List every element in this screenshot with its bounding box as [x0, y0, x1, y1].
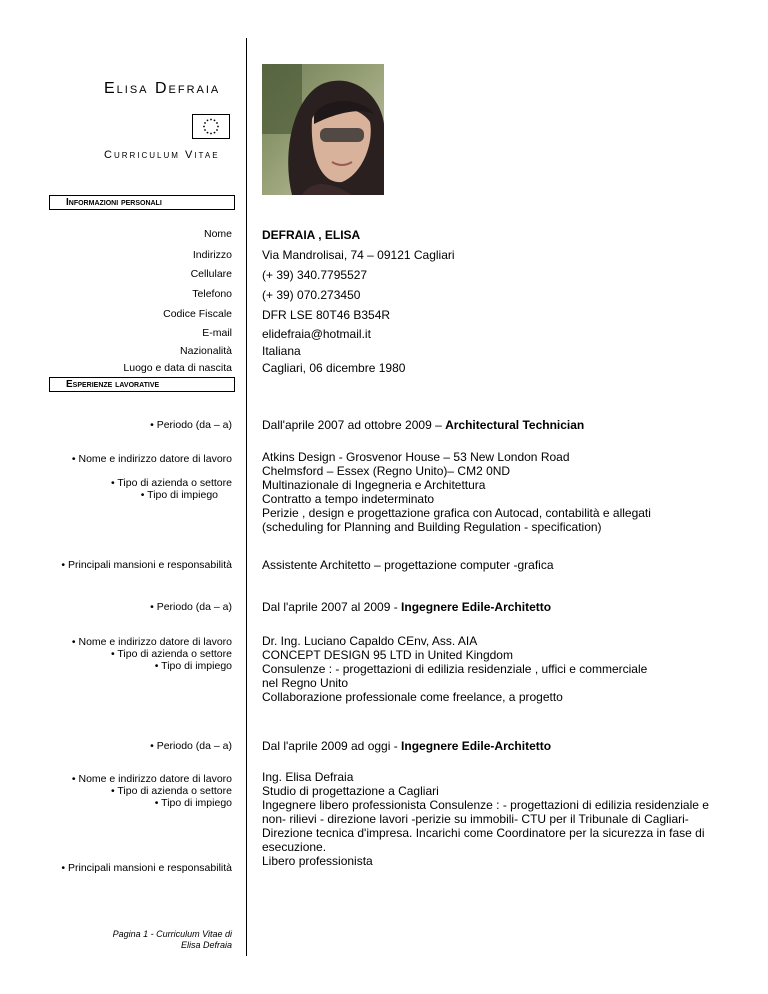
- label-cellulare: Cellulare: [190, 268, 232, 280]
- job2-detail-line: Collaborazione professionale come freelance, a progetto: [262, 690, 563, 704]
- job1-period-label: • Periodo (da – a): [150, 419, 232, 431]
- job2-details: [262, 634, 647, 704]
- job3-label-impiego: • Tipo di impiego: [154, 797, 232, 809]
- job1-detail-labels: [72, 453, 232, 501]
- job1-label-impiego: • Tipo di impiego: [140, 489, 218, 501]
- job2-label-azienda: • Tipo di azienda o settore: [110, 648, 232, 660]
- job2-period-label: • Periodo (da – a): [150, 601, 232, 613]
- profile-photo: [262, 64, 384, 195]
- label-indirizzo: Indirizzo: [192, 249, 232, 261]
- footer-line-2: Elisa Defraia: [180, 940, 232, 950]
- job3-detail-line: Direzione tecnica d'impresa. Incarichi come Coordinatore per la sicurezza in fase di: [262, 826, 705, 840]
- job3-period-label: • Periodo (da – a): [150, 740, 232, 752]
- value-cellulare: (+ 39) 340.7795527: [262, 268, 368, 282]
- job3-period-text: Dal l'aprile 2009 ad oggi -: [262, 739, 402, 753]
- section-header-personal: Informazioni personali: [49, 195, 235, 210]
- job1-duties: Assistente Architetto – progettazione computer -grafica: [262, 558, 554, 572]
- job1-label-spacer: [72, 465, 232, 477]
- job3-duties-label: • Principali mansioni e responsabilità: [61, 862, 232, 874]
- cv-name: Elisa Defraia: [104, 80, 221, 97]
- job2-detail-line: CONCEPT DESIGN 95 LTD in United Kingdom: [262, 648, 513, 662]
- page-footer: [113, 929, 232, 951]
- job2-detail-line: nel Regno Unito: [262, 676, 349, 690]
- job3-details: [262, 770, 709, 868]
- job3-detail-line: Ingegnere libero professionista Consulenze : - progettazioni di edilizia residenziale e: [262, 798, 709, 812]
- job1-label-azienda: • Tipo di azienda o settore: [110, 477, 232, 489]
- value-nascita: Cagliari, 06 dicembre 1980: [262, 361, 406, 375]
- job2-period: [262, 600, 551, 614]
- job3-role: Ingegnere Edile-Architetto: [401, 739, 552, 753]
- job3-label-azienda: • Tipo di azienda o settore: [110, 785, 232, 797]
- value-indirizzo: Via Mandrolisai, 74 – 09121 Cagliari: [262, 248, 455, 262]
- eu-flag-icon: [192, 114, 230, 139]
- job3-detail-line: non- rilievi - direzione lavori -perizie su immobili- CTU per il Tribunale di Cagliari-: [262, 812, 689, 826]
- label-nascita: Luogo e data di nascita: [123, 362, 232, 374]
- value-codice-fiscale: DFR LSE 80T46 B354R: [262, 308, 391, 322]
- job2-detail-line: Consulenze : - progettazioni di edilizia residenziale , uffici e commerciale: [262, 662, 648, 676]
- footer-line-1: Pagina 1 - Curriculum Vitae di: [112, 929, 232, 939]
- job2-period-text: Dal l'aprile 2007 al 2009 -: [262, 600, 402, 614]
- job1-detail-line: Contratto a tempo indeterminato: [262, 492, 435, 506]
- job1-detail-line: (scheduling for Planning and Building Regulation - specification): [262, 520, 602, 534]
- column-divider: [246, 38, 247, 956]
- job3-period: [262, 739, 551, 753]
- job1-period-text: Dall'aprile 2007 ad ottobre 2009 –: [262, 418, 446, 432]
- job2-detail-labels: [72, 636, 232, 672]
- job2-detail-line: Dr. Ing. Luciano Capaldo CEnv, Ass. AIA: [262, 634, 478, 648]
- job3-detail-line: Libero professionista: [262, 854, 373, 868]
- job2-label-impiego: • Tipo di impiego: [154, 660, 232, 672]
- job2-label-datore: • Nome e indirizzo datore di lavoro: [71, 636, 232, 648]
- label-email: E-mail: [202, 327, 232, 339]
- cv-subtitle: Curriculum Vitae: [104, 149, 220, 161]
- job1-detail-line: Atkins Design - Grosvenor House – 53 New London Road: [262, 450, 570, 464]
- job3-detail-line: Ing. Elisa Defraia: [262, 770, 354, 784]
- job1-label-datore: • Nome e indirizzo datore di lavoro: [71, 453, 232, 465]
- label-codice-fiscale: Codice Fiscale: [163, 308, 232, 320]
- value-nome: DEFRAIA , ELISA: [262, 228, 361, 242]
- label-telefono: Telefono: [192, 288, 232, 300]
- job1-detail-line: Chelmsford – Essex (Regno Unito)– CM2 0ND: [262, 464, 511, 478]
- job3-detail-line: Studio di progettazione a Cagliari: [262, 784, 439, 798]
- job3-label-datore: • Nome e indirizzo datore di lavoro: [71, 773, 232, 785]
- job1-detail-line: Perizie , design e progettazione grafica con Autocad, contabilità e allegati: [262, 506, 651, 520]
- value-email[interactable]: elidefraia@hotmail.it: [262, 327, 371, 341]
- job3-detail-labels: [72, 773, 232, 809]
- job1-details: [262, 450, 651, 534]
- job1-duties-label: • Principali mansioni e responsabilità: [61, 559, 232, 571]
- job1-role: Architectural Technician: [445, 418, 585, 432]
- job3-detail-line: esecuzione.: [262, 840, 327, 854]
- value-nazionalita: Italiana: [262, 344, 301, 358]
- section-header-work: Esperienze lavorative: [49, 377, 235, 392]
- label-nazionalita: Nazionalità: [180, 345, 232, 357]
- value-telefono: (+ 39) 070.273450: [262, 288, 361, 302]
- job2-role: Ingegnere Edile-Architetto: [401, 600, 552, 614]
- job1-detail-line: Multinazionale di Ingegneria e Architettura: [262, 478, 486, 492]
- job1-period: [262, 418, 584, 432]
- label-nome: Nome: [203, 228, 232, 240]
